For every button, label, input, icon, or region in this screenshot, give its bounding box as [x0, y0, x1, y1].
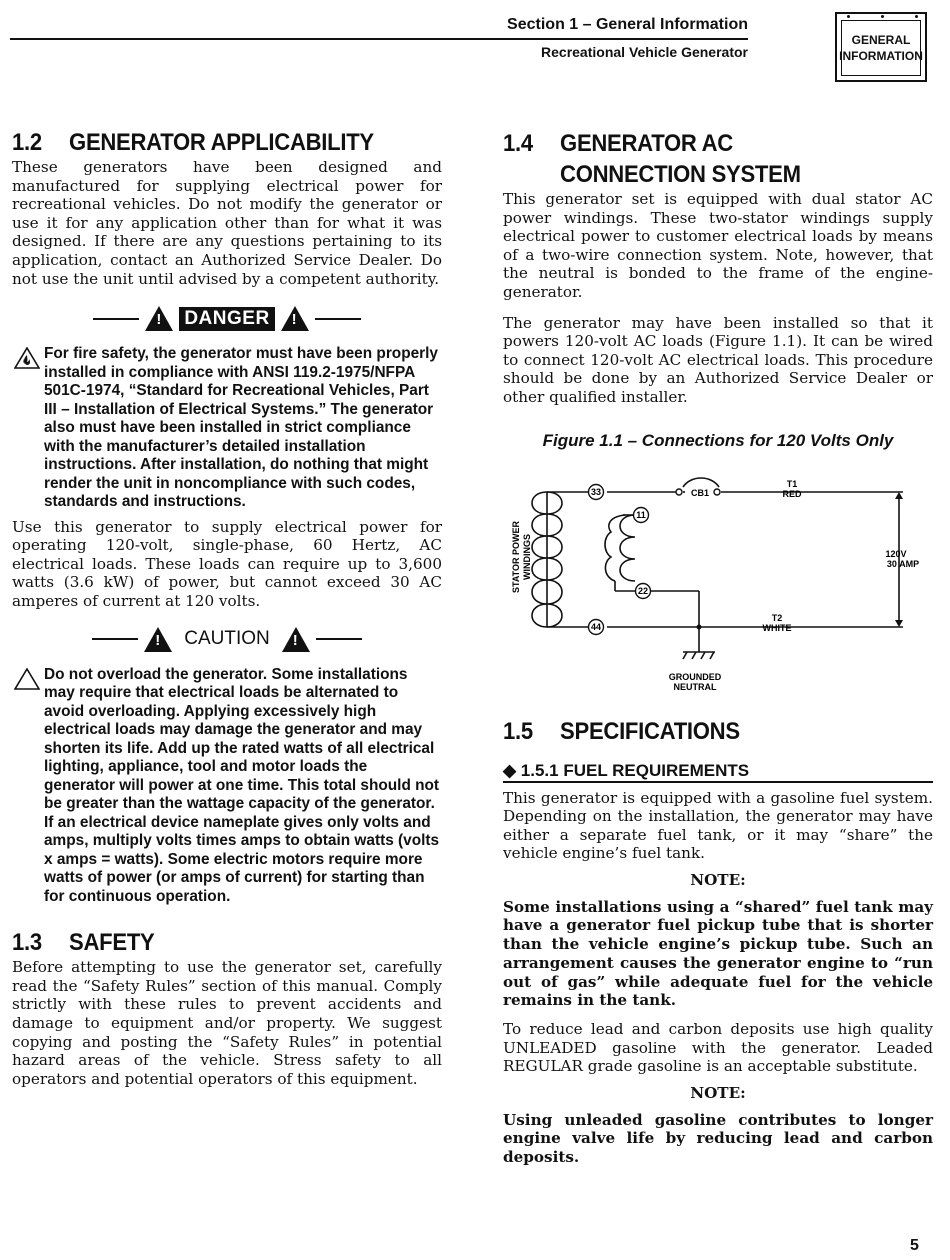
caution-notice: Do not overload the generator. Some installations may require that electrical loads be alternated to avoid overloading. Applying excessively high electrical loads may damage the generator and may shorten its life. Add up the rated watts of all electrical lighting, appliance, tool and motor loads the generator will power at one time. This total should not be greater than the wattage capacity of the generator. If an electrical device nameplate gives only volts and amps, multiply volts times amps to obtain watts (volts x amps = watts). Some electric motors require more watts of power (or amps of current) for starting than for continuous operation.	[12, 666, 442, 907]
caution-triangle-icon	[14, 668, 40, 690]
figure-caption: Figure 1.1 – Connections for 120 Volts Only	[542, 430, 894, 450]
section-tab-label: GENERAL INFORMATION	[841, 20, 921, 76]
safety-paragraph: Before attempting to use the generator set, carefully read the “Safety Rules” section of this manual. Comply strictly with these rules to prevent accidents and damage to equipment and/or property. We suggest copying and posting the “Safety Rules” in potential hazard areas of the vehicle. Stress safety to all operators and potential operators of this equipment.	[12, 958, 442, 1088]
note-1-title: NOTE:	[690, 870, 746, 889]
grounded-label: GROUNDED	[668, 671, 722, 682]
t2-label: T2	[771, 612, 783, 623]
amperage-label: 30 AMP	[886, 558, 920, 569]
fire-hazard-icon	[14, 347, 40, 369]
section-tab	[835, 12, 927, 82]
ac-system-paragraph-1: This generator set is equipped with dual stator AC power windings. These two-stator windings supply electrical power to customer electrical loads by means of a two-wire connection system. Note, however, that the neutral is bonded to the frame of the engine-generator.	[503, 190, 933, 301]
note-1-body: Some installations using a “shared” fuel tank may have a generator fuel pickup tube that is shorter than the vehicle engine’s pickup tube. Such an arrangement causes the generator engine to “run out of gas” while adequate fuel for the vehicle remains in the tank.	[503, 897, 933, 1010]
page-number: 5	[910, 1237, 919, 1254]
note-2-title: NOTE:	[690, 1084, 746, 1103]
caution-banner	[12, 627, 442, 652]
node-33: 33	[590, 486, 602, 497]
cb1-label: CB1	[691, 487, 710, 498]
fuel-system-paragraph: This generator is equipped with a gasoline fuel system. Depending on the installation, the generator may have either a separate fuel tank, or it may “share” the vehicle engine’s fuel tank.	[503, 788, 933, 863]
caution-label: CAUTION	[184, 628, 270, 650]
stator-label-1: STATOR POWER	[511, 520, 521, 593]
node-22: 22	[637, 585, 649, 596]
ac-system-paragraph-2: The generator may have been installed so that it powers 120-volt AC loads (Figure 1.1). It can be wired to connect 120-volt AC electrical loads. This procedure should be done by an Authorized Service Dealer or other qualified installer.	[503, 313, 933, 406]
stator-label-2: WINDINGS	[522, 533, 532, 580]
voltage-label: 120V	[885, 548, 907, 559]
applicability-paragraph: These generators have been designed and manufactured for supplying electrical power for recreational vehicles. Do not modify the generator or use it for any application other than for what it was designed. If there are any questions pertaining to its application, contact an Authorized Service Dealer. Do not use the unit until advised by a competent authority.	[12, 158, 442, 288]
header-rule	[10, 38, 748, 40]
danger-label: DANGER	[179, 307, 274, 331]
danger-banner	[12, 306, 442, 331]
neutral-label: NEUTRAL	[673, 681, 717, 692]
note-2-body: Using unleaded gasoline contributes to longer engine valve life by reducing lead and carbon deposits.	[503, 1110, 933, 1167]
right-column	[503, 128, 933, 1167]
heading-1-5: 1.5 SPECIFICATIONS	[503, 717, 740, 745]
t1-label: T1	[786, 478, 798, 489]
section-subtitle: Recreational Vehicle Generator	[541, 44, 748, 60]
lead-deposits-paragraph: To reduce lead and carbon deposits use high quality UNLEADED gasoline with the generator. Leaded REGULAR grade gasoline is an acceptable substitute.	[503, 1020, 933, 1076]
fuel-requirements-heading: ◆ 1.5.1 FUEL REQUIREMENTS	[503, 761, 933, 783]
node-44: 44	[590, 621, 602, 632]
left-column	[12, 128, 442, 1088]
heading-1-2: 1.2 GENERATOR APPLICABILITY	[12, 129, 374, 156]
node-11: 11	[636, 509, 646, 520]
warning-triangle-icon	[281, 306, 309, 331]
warning-triangle-icon	[144, 627, 172, 652]
warning-triangle-icon	[282, 627, 310, 652]
heading-1-3: 1.3 SAFETY	[12, 929, 155, 957]
warning-triangle-icon	[145, 306, 173, 331]
danger-notice: For fire safety, the generator must have been properly installed in compliance with ANSI 119.2-1975/NFPA 501C-1974, “Standard for Recreational Vehicles, Part III – Installation of Electrical Systems.” The generator also must have been installed in strict compliance with the manufacturer’s detailed installation instructions. After installation, do nothing that might render the unit in noncompliance with such codes, standards and instructions.	[12, 345, 442, 512]
section-title: Section 1 – General Information	[507, 16, 748, 33]
t2-color: WHITE	[762, 622, 792, 633]
heading-1-4: 1.4 GENERATOR AC CONNECTION SYSTEM	[503, 130, 801, 188]
wiring-diagram	[503, 457, 933, 697]
t1-color: RED	[782, 488, 802, 499]
use-paragraph: Use this generator to supply electrical power for operating 120-volt, single-phase, 60 Hertz, AC electrical loads. These loads can require up to 3,600 watts (3.6 kW) of power, but cannot exceed 30 AC amperes of current at 120 volts.	[12, 517, 442, 611]
